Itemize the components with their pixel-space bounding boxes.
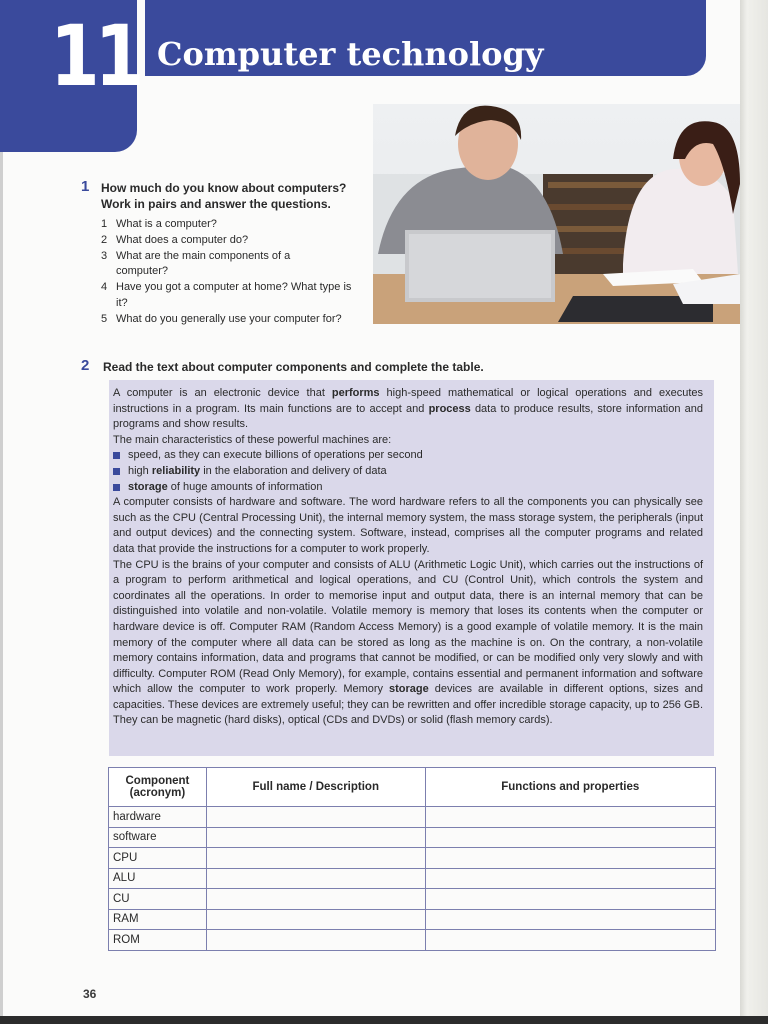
- bullet-square-icon: [113, 484, 120, 491]
- reading-text: [113, 386, 703, 729]
- bold-keyword: process: [428, 402, 471, 415]
- answer-cell-description[interactable]: [206, 930, 425, 951]
- table-row: [109, 889, 716, 910]
- component-cell: CU: [109, 889, 207, 910]
- question-number: 2: [101, 233, 108, 246]
- component-cell: ROM: [109, 930, 207, 951]
- bullet-square-icon: [113, 452, 120, 459]
- text-run: data to produce results, store information and programs and show results.: [113, 402, 703, 431]
- bullet-text: speed, as they can execute billions of operations per second: [128, 449, 423, 462]
- component-cell: RAM: [109, 909, 207, 930]
- exercise-1-heading-line1: How much do you know about computers?: [101, 181, 347, 195]
- answer-cell-functions[interactable]: [425, 868, 715, 889]
- exercise-1-number: 1: [81, 178, 90, 195]
- component-cell: software: [109, 827, 207, 848]
- component-cell: CPU: [109, 848, 207, 869]
- list-item: [101, 280, 369, 312]
- question-number: 4: [101, 281, 108, 294]
- answer-cell-description[interactable]: [206, 909, 425, 930]
- bullet-text: [128, 464, 387, 480]
- answer-cell-functions[interactable]: [425, 930, 715, 951]
- answer-cell-functions[interactable]: [425, 848, 715, 869]
- bold-keyword: storage: [389, 683, 429, 696]
- table-row: [109, 848, 716, 869]
- chapter-number-block: [0, 0, 140, 152]
- chapter-number: 11: [50, 7, 140, 105]
- page-number: 36: [83, 987, 97, 1001]
- bold-keyword: storage: [128, 480, 168, 493]
- column-header-component: Component (acronym): [109, 768, 207, 807]
- list-item: [101, 312, 369, 328]
- component-cell: hardware: [109, 807, 207, 828]
- answer-cell-description[interactable]: [206, 848, 425, 869]
- table-row: [109, 807, 716, 828]
- answer-cell-functions[interactable]: [425, 827, 715, 848]
- column-header-full-name: Full name / Description: [206, 768, 425, 807]
- question-text: Have you got a computer at home? What type is it?: [116, 281, 352, 309]
- answer-cell-description[interactable]: [206, 827, 425, 848]
- bold-keyword: performs: [331, 387, 380, 399]
- column-header-functions: Functions and properties: [425, 768, 715, 807]
- photo-illustration: [373, 104, 740, 324]
- components-table: [108, 767, 716, 951]
- table-row: [109, 868, 716, 889]
- question-text: What is a computer?: [116, 218, 217, 230]
- list-item: [101, 217, 369, 233]
- exercise-1-question-list: [101, 217, 369, 328]
- chapter-title: Computer technology: [157, 35, 544, 73]
- table-row: [109, 909, 716, 930]
- students-with-laptop-photo: [373, 104, 740, 324]
- book-spine-edge: [740, 0, 768, 1024]
- paragraph: [113, 386, 703, 433]
- question-number: 3: [101, 249, 108, 262]
- bullet-square-icon: [113, 468, 120, 475]
- list-item: [101, 233, 369, 249]
- table-header-row: [109, 768, 716, 807]
- answer-cell-functions[interactable]: [425, 889, 715, 910]
- question-text: What does a computer do?: [116, 233, 249, 246]
- text-run: devices are available in different options, sizes and capacities. These devices are extremely useful; they can be rewritten and offer incredible storage capacity, up to 256 GB. They can be magnetic (hard disks), optical (CDs and DVDs) or solid (flash memory cards).: [113, 683, 703, 727]
- bullet-item: [113, 464, 703, 480]
- question-number: 5: [101, 312, 108, 325]
- bold-keyword: reliability: [151, 464, 201, 477]
- question-text: What do you generally use your computer for?: [116, 312, 342, 325]
- answer-cell-description[interactable]: [206, 889, 425, 910]
- question-text: What are the main components of a computer?: [116, 249, 291, 278]
- exercise-1-heading: [101, 180, 346, 212]
- page-left-edge: [0, 0, 3, 1024]
- table-row: [109, 930, 716, 951]
- text-run: high-speed mathematical or logical operations and executes instructions in a program. Its main functions are to accept and: [113, 387, 703, 415]
- answer-cell-description[interactable]: [206, 807, 425, 828]
- question-number: 1: [101, 218, 108, 230]
- reading-text-box: [109, 380, 714, 756]
- chapter-title-bar: [145, 0, 706, 76]
- exercise-2-heading: Read the text about computer components and complete the table.: [103, 360, 484, 374]
- paragraph: A computer consists of hardware and software. The word hardware refers to all the components you can physically see such as the CPU (Central Processing Unit), the internal memory system, the mass storage system, the peripherals (input and output devices) and the connecting system. Software, instead, comprises all the computer programs and related data that provide the instructions for a computer to work properly.: [113, 496, 703, 555]
- answer-cell-description[interactable]: [206, 868, 425, 889]
- component-cell: ALU: [109, 868, 207, 889]
- exercise-1-heading-line2: Work in pairs and answer the questions.: [101, 197, 331, 211]
- bullet-text: [128, 480, 322, 496]
- paragraph: [113, 558, 703, 730]
- answer-cell-functions[interactable]: [425, 807, 715, 828]
- text-run: The CPU is the brains of your computer and consists of ALU (Arithmetic Logic Unit), which carries out the instructions of a program to perform arithmetical and logical operations, and CU (Control Unit), which controls the system and coordinates all the operations. In order to memorise input and output data, there is an internal memory that can be distinguished into volatile and non-volatile. Volatile memory is memory that loses its contents when the computer or hardware device is off. Computer RAM (Random Access Memory) is a good example of volatile memory. It is the main memory of the computer where all data can be stored as long as the machine is on. On the contrary, a non-volatile memory contains information, data and programs that cannot be modified, or can be modified only very slowly and with difficulty. Computer ROM (Read Only Memory), for example, contains essential and permanent information and software which allow the computer to work properly. Memory: [113, 558, 703, 696]
- bullet-item: [113, 448, 703, 464]
- text-run: of huge amounts of information: [167, 480, 323, 493]
- text-run: A computer is an electronic device that: [113, 387, 332, 399]
- exercise-2-number: 2: [81, 357, 90, 374]
- paragraph: The main characteristics of these powerful machines are:: [113, 433, 392, 446]
- scan-bottom-edge: [0, 1016, 768, 1024]
- list-item: [101, 249, 369, 281]
- table-row: [109, 827, 716, 848]
- bullet-item: [113, 480, 703, 496]
- text-run: high: [128, 464, 152, 477]
- text-run: in the elaboration and delivery of data: [200, 464, 387, 477]
- answer-cell-functions[interactable]: [425, 909, 715, 930]
